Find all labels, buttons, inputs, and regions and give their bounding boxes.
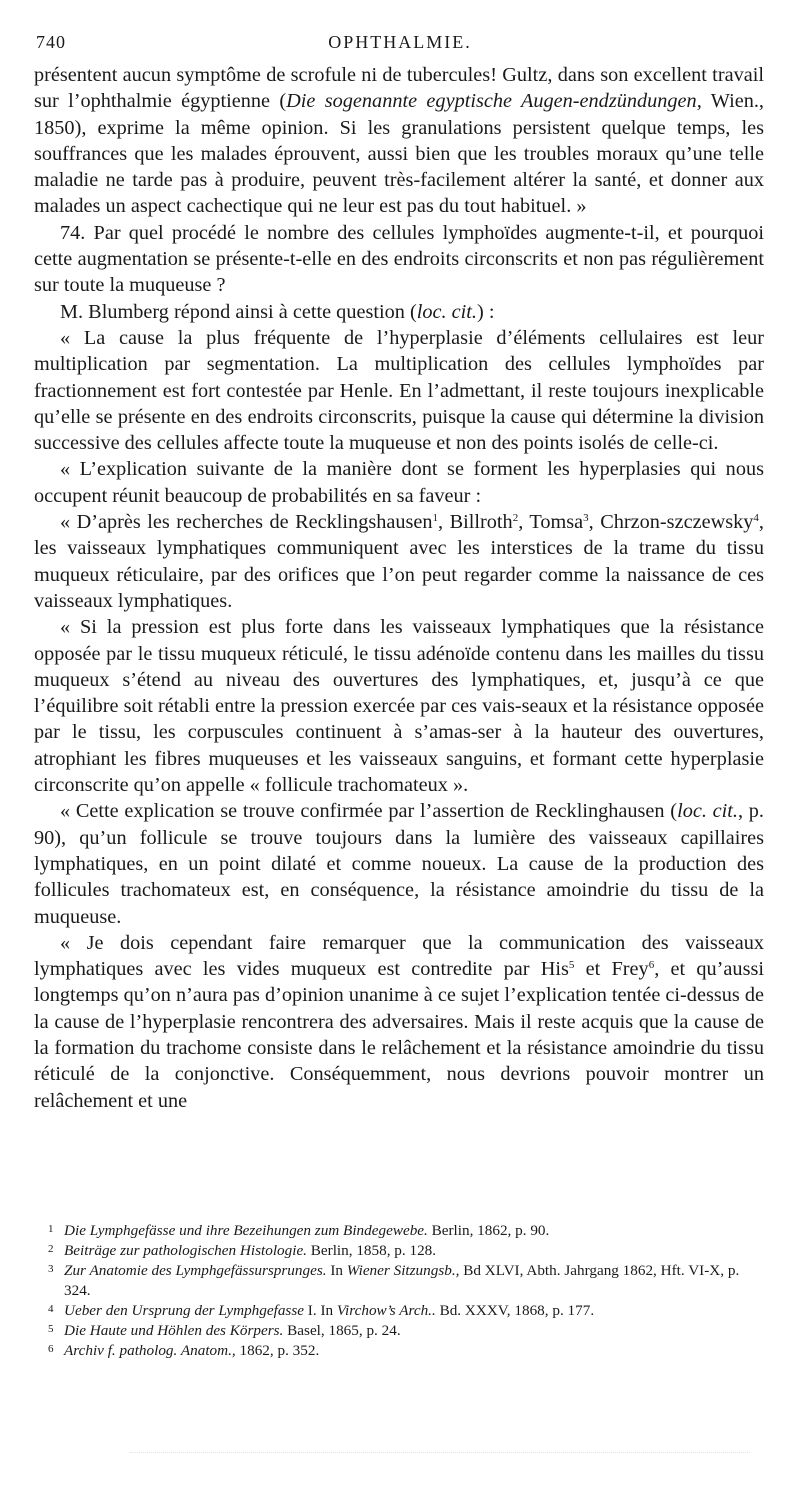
footnote: 2 Beiträge zur pathologischen Histologie. Berlin, 1858, p. 128.: [48, 1242, 437, 1260]
paragraph-section-74: 74. Par quel procédé le nombre des cellules lymphoïdes augmente-t-il, et pourquoi cette augmentation se présente-t-elle en des endroits circonscrits et non pas régulièrement sur toute la muqueuse ?: [34, 221, 764, 297]
footnote: 5 Die Haute und Höhlen des Körpers. Basel, 1865, p. 24.: [48, 1322, 401, 1340]
page-header: [36, 32, 764, 58]
footnotes: [34, 1220, 764, 1360]
footnote-ref: 4: [753, 512, 759, 525]
paragraph: « Cette explication se trouve confirmée par l’assertion de Recklinghausen (loc. cit., p. 90), qu’un follicule se trouve toujours dans la lumière des vaisseaux capillaires lymphatiques, en un point dilaté et comme noueux. La cause de la production des follicules trachomateux est, en conséquence, la résistance amoindrie du tissu de la muqueuse.: [34, 800, 764, 928]
footnote-ref: 3: [583, 512, 589, 525]
paragraph: M. Blumberg répond ainsi à cette question (loc. cit.) :: [60, 300, 495, 323]
paragraph: « Si la pression est plus forte dans les vaisseaux lymphatiques que la résistance opposée par le tissu muqueux réticulé, le tissu adénoïde contenu dans les mailles du tissu muqueux s’étend au niveau des ouvertures des lymphatiques, et, jusqu’à ce que l’équilibre soit rétabli entre la pression exercée par ces vais-seaux et la résistance opposée par le tissu, les corpuscules continuent à s’amas-ser à la hauteur des ouvertures, atrophiant les fibres muqueuses et les vaisseaux sanguins, et formant cette hyperplasie circonscrite qu’on appelle « follicule trachomateux ».: [34, 616, 764, 797]
footnote: 4 Ueber den Ursprung der Lymphgefasse I. In Virchow’s Arch.. Bd. XXXV, 1868, p. 177.: [48, 1301, 595, 1319]
footnote-ref: 2: [512, 512, 519, 525]
paragraph: « Je dois cependant faire remarquer que la communication des vaisseaux lymphatiques avec les vides muqueux est contredite par His$^5$ et Frey$^6$, et qu’aussi longtemps qu’on n’aura pas d’opinion unanime à ce sujet l’explication tentée ci-dessus de la cause de l’hyperplasie rencontrera des adversaires. Mais il reste acquis que la cause de la formation du trachome consiste dans le relâchement et la résistance amoindrie du tissu réticulé de la conjonctive. Conséquemment, nous devrions pouvoir montrer un relâchement et une: [34, 931, 764, 1112]
page-number: 740: [36, 32, 66, 52]
scan-artifact-line: [130, 1452, 750, 1453]
footnote-ref: 6: [648, 959, 655, 972]
body-text: [34, 62, 764, 1114]
paragraph: présentent aucun symptôme de scrofule ni de tubercules! Gultz, dans son excellent travail sur l’ophthalmie égyptienne (Die sogenannte egyptische Augen-endzündungen, Wien., 1850), exprime la même opinion. Si les granulations persistent quelque temps, les souffrances que les malades éprouvent, aussi bien que les troubles moraux qu’une telle maladie ne tarde pas à produire, peuvent très-facilement altérer la santé, et donner aux malades un aspect cachectique qui ne leur est pas du tout habituel. »: [34, 64, 764, 218]
footnote: 3 Zur Anatomie des Lymphgefässursprunges. In Wiener Sitzungsb., Bd XLVI, Abth. Jahrgang 1862, Hft. VI-X, p. 324.: [48, 1262, 740, 1299]
footnote-ref: 1: [432, 512, 439, 525]
footnote-ref: 5: [568, 959, 575, 972]
paragraph: « D’après les recherches de Recklingshausen$^1$, Billroth$^2$, Tomsa$^3$, Chrzon-szczewsky$^4$, les vaisseaux lymphatiques communiquent avec les interstices de la trame du tissu muqueux réticulaire, par des orifices que l’on peut regarder comme la naissance de ces vaisseaux lymphatiques.: [34, 511, 764, 612]
paragraph: « L’explication suivante de la manière dont se forment les hyperplasies qui nous occupent réunit beaucoup de probabilités en sa faveur :: [34, 458, 764, 507]
footnote: 1 Die Lymphgefässe und ihre Bezeihungen zum Bindegewebe. Berlin, 1862, p. 90.: [48, 1222, 550, 1239]
running-title: OPHTHALMIE.: [328, 32, 472, 52]
paragraph: « La cause la plus fréquente de l’hyperplasie d’éléments cellulaires est leur multiplication par segmentation. La multiplication des cellules lymphoïdes par fractionnement est fort contestée par Henle. En l’admettant, il reste toujours inexplicable qu’elle se présente en des endroits circonscrits, puisque la cause qui détermine la division successive des cellules affecte toute la muqueuse et non des points isolés de celle-ci.: [34, 326, 764, 455]
footnote: 6 Archiv f. patholog. Anatom., 1862, p. 352.: [48, 1342, 320, 1360]
